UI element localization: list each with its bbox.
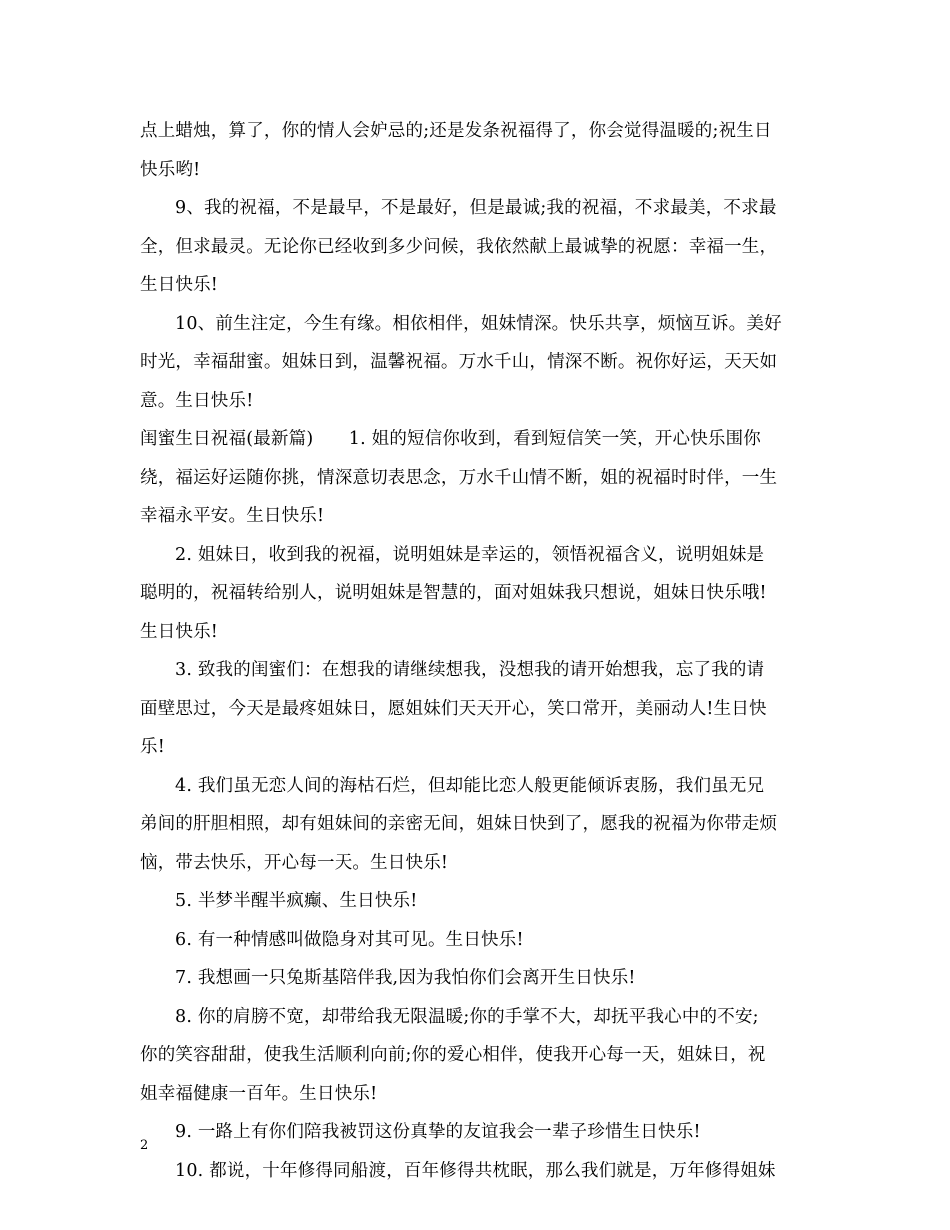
text-line: 7. 我想画一只兔斯基陪伴我,因为我怕你们会离开生日快乐!: [175, 968, 636, 988]
text-line: 聪明的，祝福转给别人，说明姐妹是智慧的，面对姐妹我只想说，姐妹日快乐哦!: [140, 583, 767, 603]
text-line: 意。生日快乐!: [140, 390, 254, 411]
text-line: 6. 有一种情感叫做隐身对其可见。生日快乐!: [175, 929, 524, 950]
text-line: 幸福永平安。生日快乐!: [140, 506, 325, 526]
text-line: 时光，幸福甜蜜。姐妹日到，温馨祝福。万水千山，情深不断。祝你好运，天天如: [140, 352, 778, 372]
text-line: 生日快乐!: [140, 275, 219, 295]
text-line: 10、前生注定，今生有缘。相依相伴，姐妹情深。快乐共享，烦恼互诉。美好: [175, 313, 782, 334]
text-line: 3. 致我的闺蜜们：在想我的请继续想我，没想我的请开始想我，忘了我的请: [175, 660, 765, 680]
text-line: 闺蜜生日祝福(最新篇) 1. 姐的短信你收到，看到短信笑一笑，开心快乐围你: [140, 429, 762, 449]
document-body: [140, 112, 812, 1190]
text-line: 生日快乐!: [140, 621, 219, 642]
text-line: 8. 你的肩膀不宽，却带给我无限温暖;你的手掌不大，却抚平我心中的不安;: [175, 1006, 759, 1027]
text-line: 绕，福运好运随你挑，情深意切表思念，万水千山情不断，姐的祝福时时伴，一生: [140, 467, 778, 488]
text-line: 9. 一路上有你们陪我被罚这份真挚的友谊我会一辈子珍惜生日快乐!: [175, 1122, 701, 1142]
text-line: 乐!: [140, 737, 165, 757]
text-line: 弟间的肝胆相照，却有姐妹间的亲密无间，姐妹日快到了，愿我的祝福为你带走烦: [140, 814, 778, 834]
text-line: 2. 姐妹日，收到我的祝福，说明姐妹是幸运的，领悟祝福含义，说明姐妹是: [175, 544, 765, 565]
text-line: 5. 半梦半醒半疯癫、生日快乐!: [175, 891, 418, 911]
text-line: 全，但求最灵。无论你已经收到多少问候，我依然献上最诚挚的祝愿：幸福一生，: [140, 236, 778, 257]
text-line: 恼，带去快乐，开心每一天。生日快乐!: [140, 852, 449, 873]
text-line: 你的笑容甜甜，使我生活顺利向前;你的爱心相伴，使我开心每一天，姐妹日，祝: [140, 1045, 766, 1065]
page-number: 2: [140, 1138, 149, 1153]
text-line: 姐幸福健康一百年。生日快乐!: [140, 1083, 378, 1104]
text-line: 面壁思过，今天是最疼姐妹日，愿姐妹们天天开心，笑口常开，美丽动人!生日快: [140, 698, 767, 719]
text-line: 4. 我们虽无恋人间的海枯石烂，但却能比恋人般更能倾诉衷肠，我们虽无兄: [175, 775, 765, 796]
text-line: 点上蜡烛，算了，你的情人会妒忌的;还是发条祝福得了，你会觉得温暖的;祝生日: [140, 121, 772, 141]
text-line: 快乐哟!: [140, 159, 201, 180]
text-line: 10. 都说，十年修得同船渡，百年修得共枕眠，那么我们就是，万年修得姐妹: [175, 1160, 776, 1181]
text-line: 9、我的祝福，不是最早，不是最好，但是最诚;我的祝福，不求最美，不求最: [175, 198, 777, 218]
